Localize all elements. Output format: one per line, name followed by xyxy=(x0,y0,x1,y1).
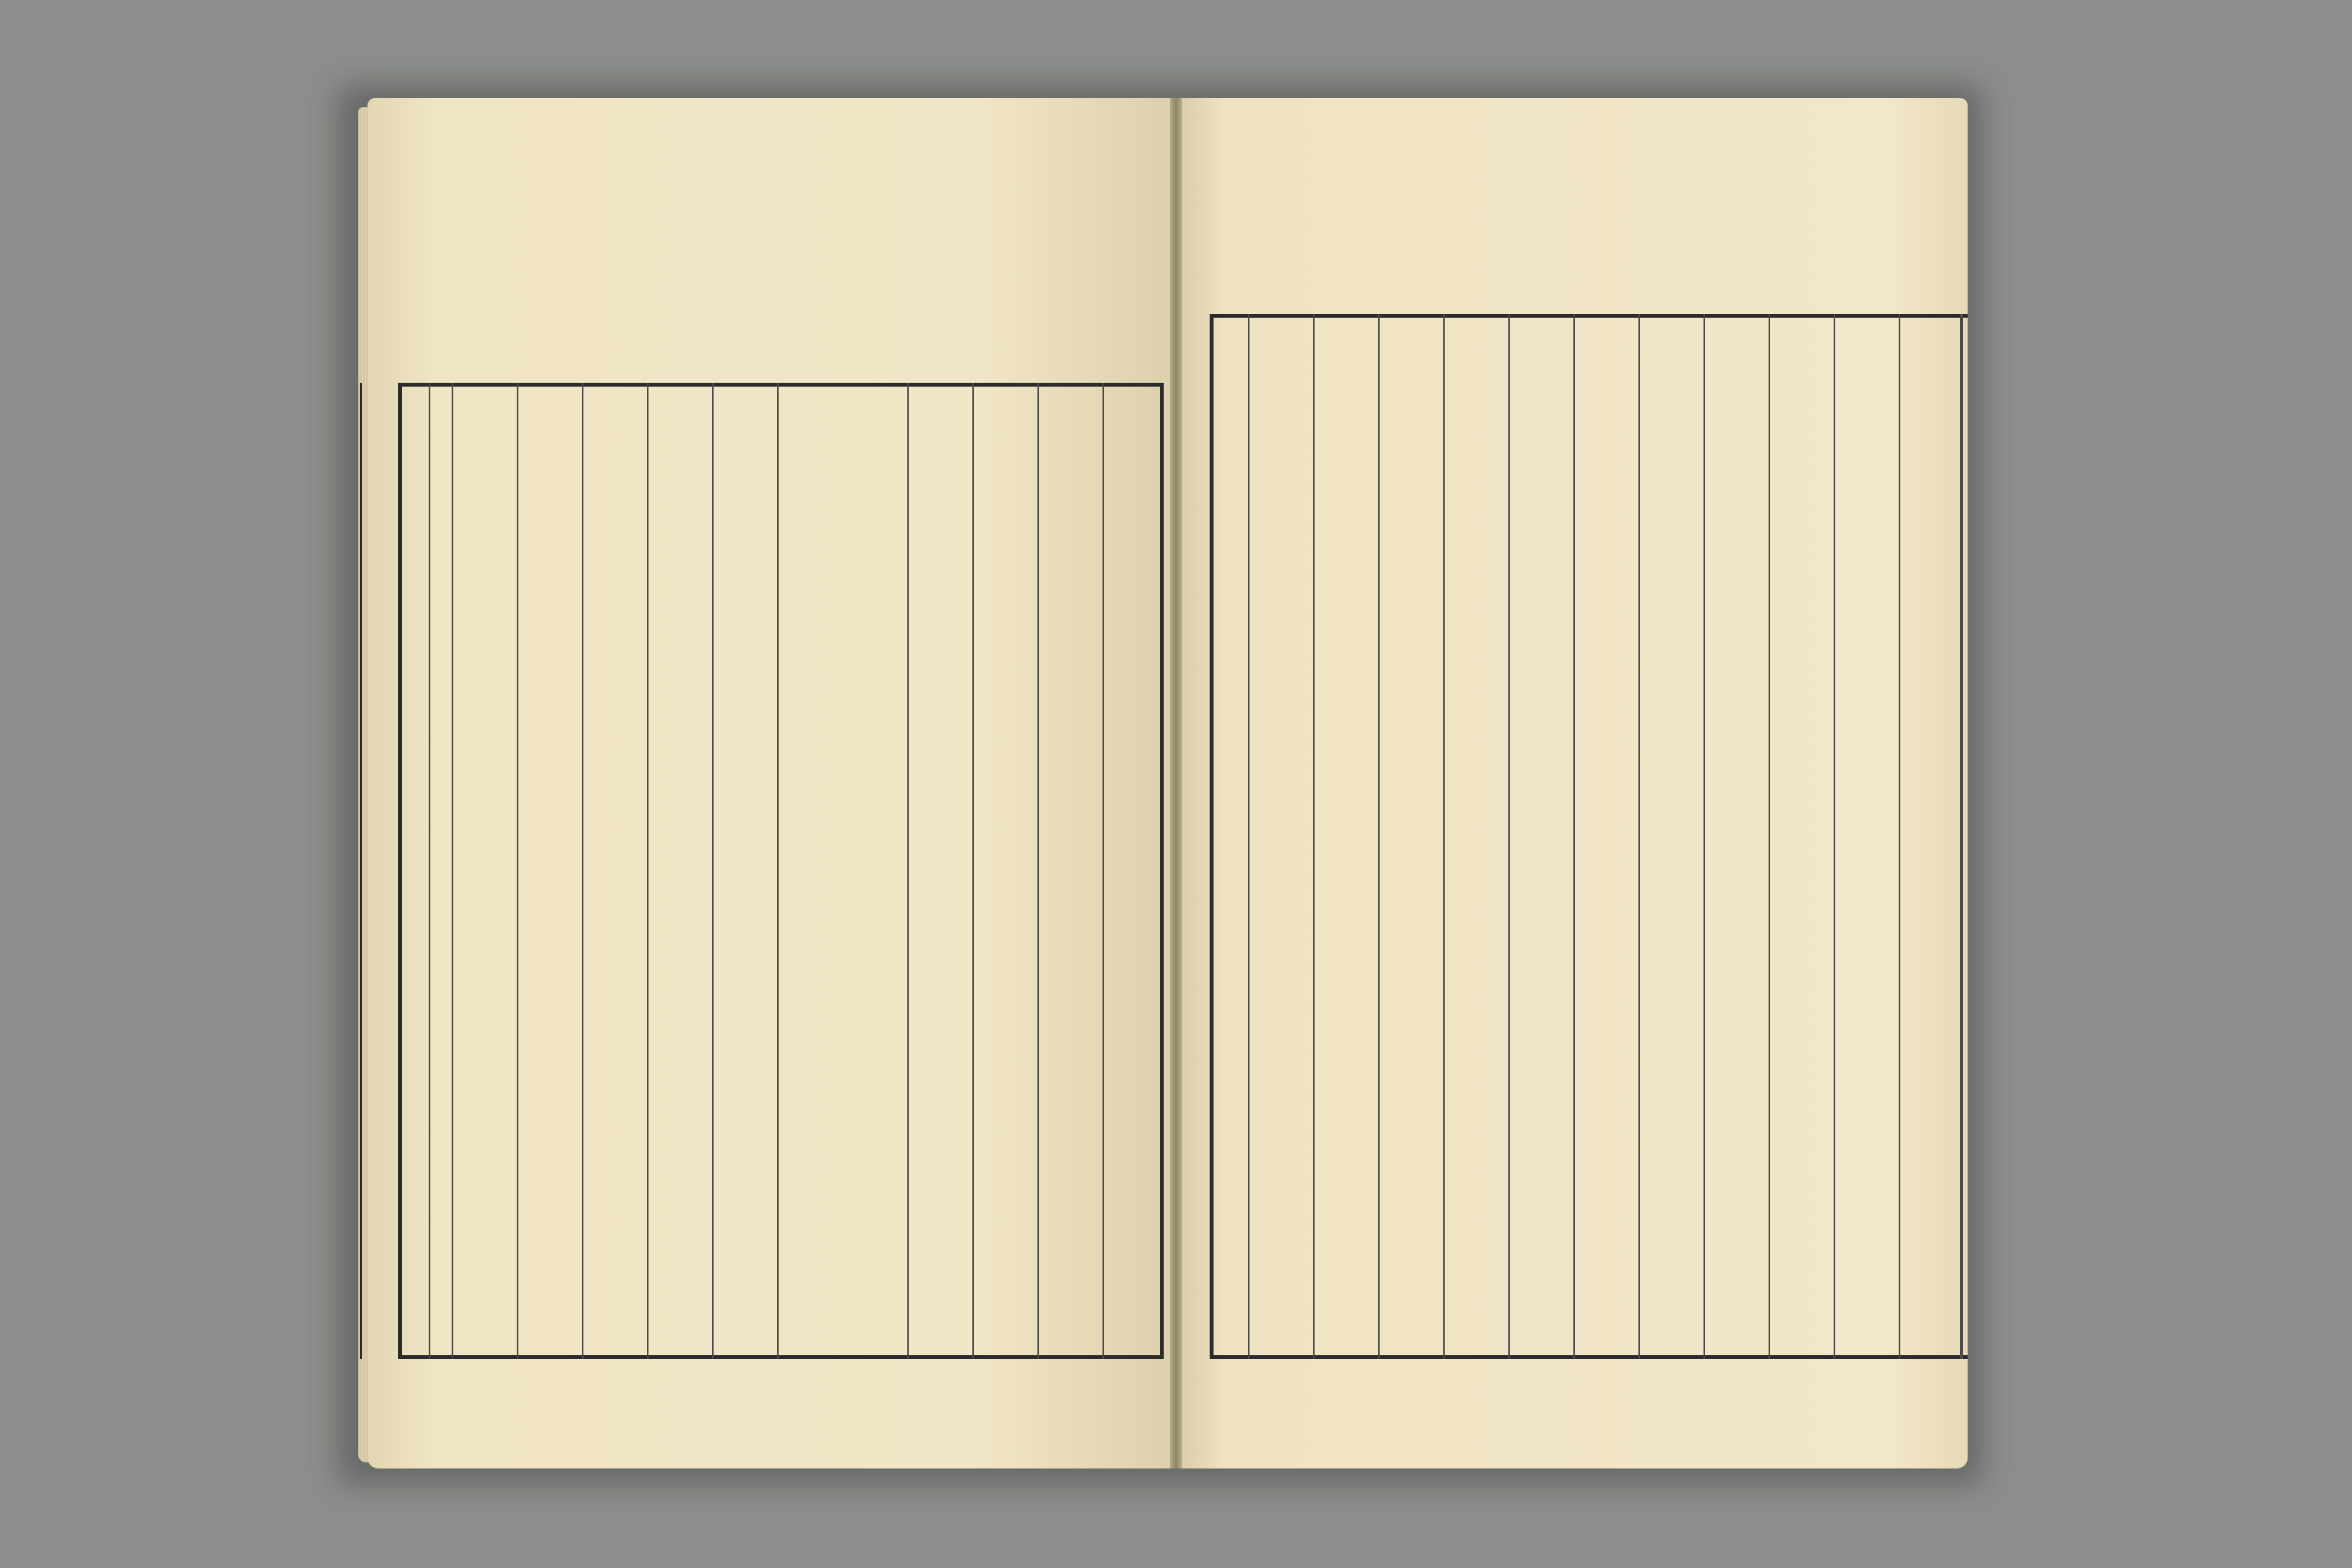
column-rule xyxy=(1443,314,1445,1359)
column-rule xyxy=(1102,383,1104,1359)
column-rule xyxy=(1037,383,1039,1359)
column-rule xyxy=(1378,314,1380,1359)
book-gutter xyxy=(1170,98,1182,1468)
banxin-rule xyxy=(1960,314,1963,1359)
column-rule xyxy=(777,383,779,1359)
column-rule xyxy=(972,383,974,1359)
column-rule xyxy=(517,383,518,1359)
column-rule xyxy=(1248,314,1250,1359)
left-banxin xyxy=(360,383,431,1359)
column-rule xyxy=(907,383,909,1359)
column-rule xyxy=(452,383,453,1359)
column-rule xyxy=(712,383,714,1359)
banxin-rule xyxy=(429,383,430,1359)
column-rule xyxy=(647,383,648,1359)
column-rule xyxy=(1899,314,1900,1359)
column-rule xyxy=(1638,314,1640,1359)
column-rule xyxy=(1704,314,1705,1359)
column-rule xyxy=(1573,314,1575,1359)
column-rule xyxy=(1834,314,1835,1359)
left-text-frame xyxy=(398,383,1164,1359)
column-rule xyxy=(1508,314,1510,1359)
column-rule xyxy=(1769,314,1770,1359)
column-rule xyxy=(582,383,583,1359)
column-rule xyxy=(1313,314,1315,1359)
right-text-frame xyxy=(1210,314,1968,1359)
